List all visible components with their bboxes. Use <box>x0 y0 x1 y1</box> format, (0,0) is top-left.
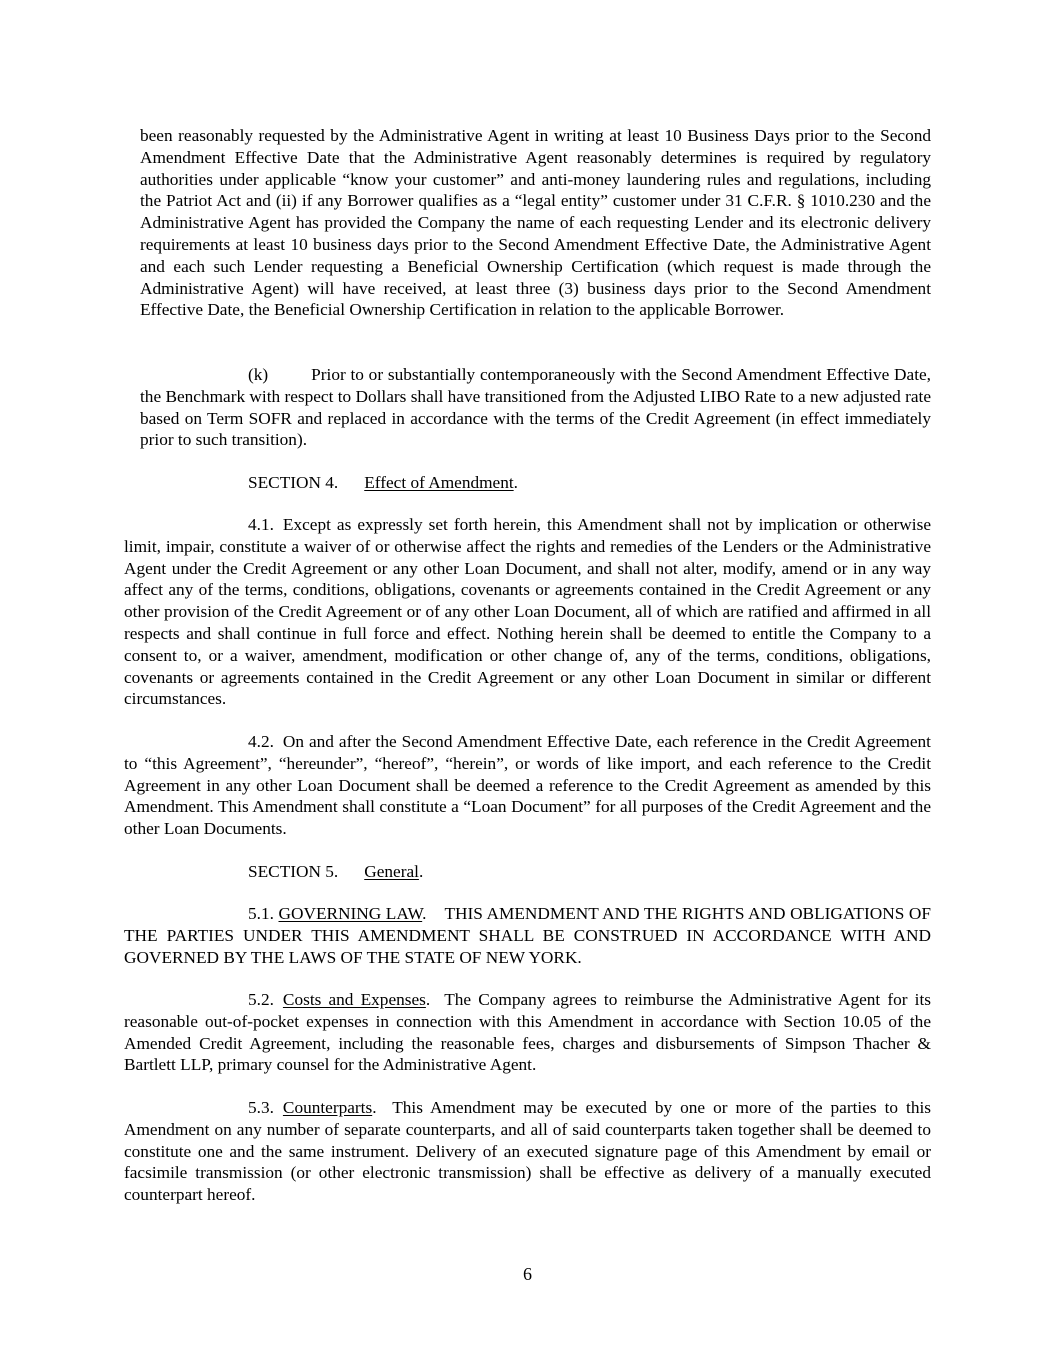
section-5-2-heading: Costs and Expenses <box>282 990 426 1009</box>
section-5-1-text: THIS AMENDMENT AND THE RIGHTS AND OBLIGATIONS OF THE PARTIES UNDER THIS AMENDMENT SHALL BE CONSTRUED IN ACCORDANCE WITH AND GOVERNED BY THE LAWS OF THE STATE OF NEW YORK. <box>124 904 931 967</box>
section-5-1-heading-suffix: . <box>422 904 427 923</box>
section-5-title-suffix: . <box>418 862 424 881</box>
section-5-3-number: 5.3. <box>248 1098 274 1117</box>
section-4-title: Effect of Amendment <box>364 473 514 492</box>
section-4-2-text: On and after the Second Amendment Effective Date, each reference in the Credit Agreement to “this Agreement”, “hereunder”, “hereof”, “herein”, or words of like import, and each reference to the Credit Agreement in any other Loan Document shall be deemed a reference to the Credit Agreement as amended by this Amendment. This Amendment shall constitute a “Loan Document” for all purposes of the Credit Agreement and the other Loan Documents. <box>124 732 931 839</box>
section-5-3-heading-suffix: . <box>372 1098 377 1117</box>
section-5-3-paragraph <box>124 1097 931 1206</box>
section-5-1-number: 5.1. <box>248 904 274 923</box>
section-5-1-heading: GOVERNING LAW <box>278 904 423 923</box>
section-5-heading <box>248 861 423 883</box>
section-4-heading <box>248 472 518 494</box>
section-4-number: SECTION 4. <box>248 473 339 492</box>
section-4-2-paragraph <box>124 731 931 840</box>
section-5-1-paragraph <box>124 903 931 968</box>
section-5-2-paragraph <box>124 989 931 1076</box>
section-5-2-number: 5.2. <box>248 990 274 1009</box>
clause-k-paragraph <box>140 364 931 451</box>
section-5-title: General <box>364 862 419 881</box>
section-5-2-text: The Company agrees to reimburse the Administrative Agent for its reasonable out-of-pocket expenses in connection with this Amendment in accordance with Section 10.05 of the Amended Credit Agreement, including the reasonable fees, charges and disbursements of Simpson Thacher & Bartlett LLP, primary counsel for the Administrative Agent. <box>124 990 931 1075</box>
clause-k-text: Prior to or substantially contemporaneously with the Second Amendment Effective Date, the Benchmark with respect to Dollars shall have transitioned from the Adjusted LIBO Rate to a new adjusted rate based on Term SOFR and replaced in accordance with the terms of the Credit Agreement (in effect immediately prior to such transition). <box>140 365 931 450</box>
section-5-3-text: This Amendment may be executed by one or more of the parties to this Amendment on any number of separate counterparts, and all of said counterparts taken together shall be deemed to constitute one and the same instrument. Delivery of an executed signature page of this Amendment by email or facsimile transmission (or other electronic transmission) shall be effective as delivery of a manually executed counterpart hereof. <box>124 1098 931 1205</box>
continuation-paragraph: been reasonably requested by the Administrative Agent in writing at least 10 Business Days prior to the Second Amendment Effective Date that the Administrative Agent reasonably determines is required by regulatory authorities under applicable “know your customer” and anti-money laundering rules and regulations, including the Patriot Act and (ii) if any Borrower qualifies as a “legal entity” customer under 31 C.F.R. § 1010.230 and the Administrative Agent has provided the Company the name of each requesting Lender and its electronic delivery requirements at least 10 business days prior to the Second Amendment Effective Date, the Administrative Agent and each such Lender requesting a Beneficial Ownership Certification (which request is made through the Administrative Agent) will have received, at least three (3) business days prior to the Second Amendment Effective Date, the Beneficial Ownership Certification in relation to the applicable Borrower. <box>140 126 931 320</box>
section-5-number: SECTION 5. <box>248 862 339 881</box>
section-5-3-heading: Counterparts <box>282 1098 373 1117</box>
section-4-1-paragraph <box>124 514 931 710</box>
section-5-2-heading-suffix: . <box>425 990 431 1009</box>
section-4-1-number: 4.1. <box>248 515 274 534</box>
section-4-2-number: 4.2. <box>248 732 274 751</box>
section-4-1-text: Except as expressly set forth herein, this Amendment shall not by implication or otherwise limit, impair, constitute a waiver of or otherwise affect the rights and remedies of the Lenders or the Administrative Agent under the Credit Agreement or any other Loan Document, and shall not alter, modify, amend or in any way affect any of the terms, conditions, obligations, covenants or agreements contained in the Credit Agreement or any other provision of the Credit Agreement or of any other Loan Document, all of which are ratified and affirmed in all respects and shall continue in full force and effect. Nothing herein shall be deemed to entitle the Company to a consent to, or a waiver, amendment, modification or other change of, any of the terms, conditions, obligations, covenants or agreements contained in the Credit Agreement or any other Loan Document in similar or different circumstances. <box>124 515 931 709</box>
clause-k-label: (k) <box>248 365 269 384</box>
section-4-title-suffix: . <box>513 473 518 492</box>
page-number: 6 <box>523 1264 532 1284</box>
